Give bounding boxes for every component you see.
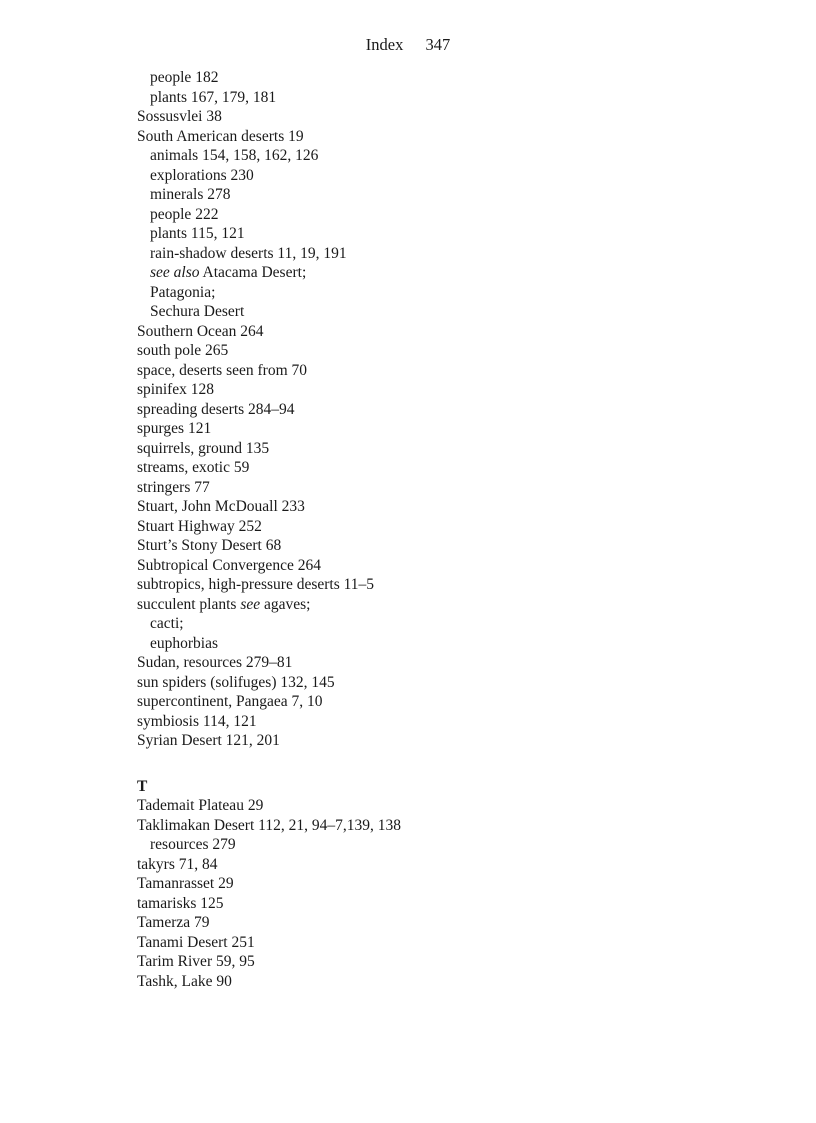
index-entry bbox=[137, 322, 737, 342]
index-subentry bbox=[137, 205, 737, 225]
entry-text: cacti; bbox=[150, 615, 184, 632]
page-number: 347 bbox=[425, 35, 451, 54]
index-subentry bbox=[137, 224, 737, 244]
entry-text: explorations 230 bbox=[150, 166, 254, 184]
entry-text: squirrels, ground 135 bbox=[137, 439, 270, 457]
cross-reference-label: see bbox=[240, 595, 261, 613]
section-gap bbox=[137, 751, 737, 777]
index-subentry bbox=[137, 166, 737, 186]
index-entry bbox=[137, 653, 737, 673]
index-entry bbox=[137, 419, 737, 439]
index-entry bbox=[137, 855, 737, 875]
index-entry bbox=[137, 796, 737, 816]
entry-text: Sudan, resources 279–81 bbox=[137, 654, 293, 671]
index-subentry bbox=[137, 88, 737, 108]
entry-text: Sechura Desert bbox=[150, 303, 245, 320]
index-entry bbox=[137, 933, 737, 953]
entry-text: Tashk, Lake 90 bbox=[137, 972, 232, 990]
index-entry bbox=[137, 458, 737, 478]
entry-text: tamarisks 125 bbox=[137, 894, 224, 912]
index-entry bbox=[137, 952, 737, 972]
entry-text: Tamanrasset 29 bbox=[137, 875, 234, 892]
entry-text: people 222 bbox=[150, 205, 219, 223]
entry-text: Sturt’s Stony Desert 68 bbox=[137, 537, 282, 554]
index-entry bbox=[137, 731, 737, 751]
index-entry bbox=[137, 517, 737, 537]
entry-text: Tamerza 79 bbox=[137, 914, 210, 931]
index-entry bbox=[137, 478, 737, 498]
entry-text: rain-shadow deserts 11, 19, 191 bbox=[150, 244, 347, 262]
entry-text: agaves; bbox=[260, 595, 311, 613]
entry-text: Stuart Highway 252 bbox=[137, 517, 262, 535]
running-header bbox=[0, 34, 816, 56]
index-entry bbox=[137, 874, 737, 894]
index-subentry bbox=[137, 283, 737, 303]
running-header-title: Index bbox=[365, 35, 404, 54]
entry-text: Tademait Plateau 29 bbox=[137, 797, 264, 814]
entry-text: plants 115, 121 bbox=[150, 225, 245, 242]
index-list bbox=[137, 68, 737, 991]
entry-text: Tanami Desert 251 bbox=[137, 933, 255, 951]
entry-term: succulent plants bbox=[137, 595, 241, 613]
entry-text: takyrs 71, 84 bbox=[137, 855, 218, 873]
index-entry bbox=[137, 816, 737, 836]
entry-text: supercontinent, Pangaea 7, 10 bbox=[137, 693, 323, 710]
entry-text: spreading deserts 284–94 bbox=[137, 400, 295, 418]
entry-text: people 182 bbox=[150, 69, 219, 86]
entry-text: south pole 265 bbox=[137, 342, 229, 359]
entry-text: Tarim River 59, 95 bbox=[137, 953, 255, 970]
index-subentry bbox=[137, 263, 737, 283]
index-entry bbox=[137, 497, 737, 517]
entry-text: Atacama Desert; bbox=[199, 264, 307, 281]
index-subentry bbox=[137, 244, 737, 264]
entry-text: spurges 121 bbox=[137, 420, 212, 437]
index-entry bbox=[137, 127, 737, 147]
index-subentry bbox=[137, 634, 737, 654]
entry-text: Taklimakan Desert 112, 21, 94–7,139, 138 bbox=[137, 816, 401, 834]
index-entry bbox=[137, 341, 737, 361]
entry-text: resources 279 bbox=[150, 836, 236, 853]
entry-text: Syrian Desert 121, 201 bbox=[137, 732, 280, 749]
entry-text: minerals 278 bbox=[150, 186, 231, 203]
entry-text: Stuart, John McDouall 233 bbox=[137, 498, 305, 515]
entry-text: animals 154, 158, 162, 126 bbox=[150, 147, 319, 164]
index-entry bbox=[137, 400, 737, 420]
index-entry bbox=[137, 439, 737, 459]
index-entry bbox=[137, 972, 737, 992]
entry-text: subtropics, high-pressure deserts 11–5 bbox=[137, 576, 375, 593]
entry-text: sun spiders (solifuges) 132, 145 bbox=[137, 673, 335, 691]
entry-text: symbiosis 114, 121 bbox=[137, 712, 257, 730]
section-letter-heading: T bbox=[137, 777, 148, 795]
entry-text: Subtropical Convergence 264 bbox=[137, 556, 321, 574]
index-subentry bbox=[137, 835, 737, 855]
index-entry bbox=[137, 380, 737, 400]
index-entry bbox=[137, 361, 737, 381]
index-entry bbox=[137, 673, 737, 693]
entry-text: spinifex 128 bbox=[137, 381, 215, 398]
index-subentry bbox=[137, 68, 737, 88]
entry-text: Patagonia; bbox=[150, 283, 216, 301]
entry-text: Sossusvlei 38 bbox=[137, 108, 222, 125]
index-section-t bbox=[137, 796, 737, 991]
index-subentry bbox=[137, 302, 737, 322]
index-entry bbox=[137, 913, 737, 933]
index-entry bbox=[137, 536, 737, 556]
index-subentry bbox=[137, 185, 737, 205]
index-entry bbox=[137, 692, 737, 712]
entry-text: Southern Ocean 264 bbox=[137, 322, 264, 340]
index-entry bbox=[137, 712, 737, 732]
entry-text: stringers 77 bbox=[137, 478, 210, 496]
cross-reference-label: see also bbox=[150, 264, 200, 281]
index-entry bbox=[137, 595, 737, 615]
index-entry bbox=[137, 575, 737, 595]
index-entry bbox=[137, 894, 737, 914]
index-entry bbox=[137, 107, 737, 127]
index-section-s bbox=[137, 68, 737, 751]
index-subentry bbox=[137, 614, 737, 634]
index-subentry bbox=[137, 146, 737, 166]
index-entry bbox=[137, 556, 737, 576]
entry-text: South American deserts 19 bbox=[137, 127, 304, 145]
entry-text: streams, exotic 59 bbox=[137, 459, 250, 476]
entry-text: space, deserts seen from 70 bbox=[137, 361, 308, 379]
entry-text: euphorbias bbox=[150, 634, 219, 652]
entry-text: plants 167, 179, 181 bbox=[150, 88, 277, 106]
